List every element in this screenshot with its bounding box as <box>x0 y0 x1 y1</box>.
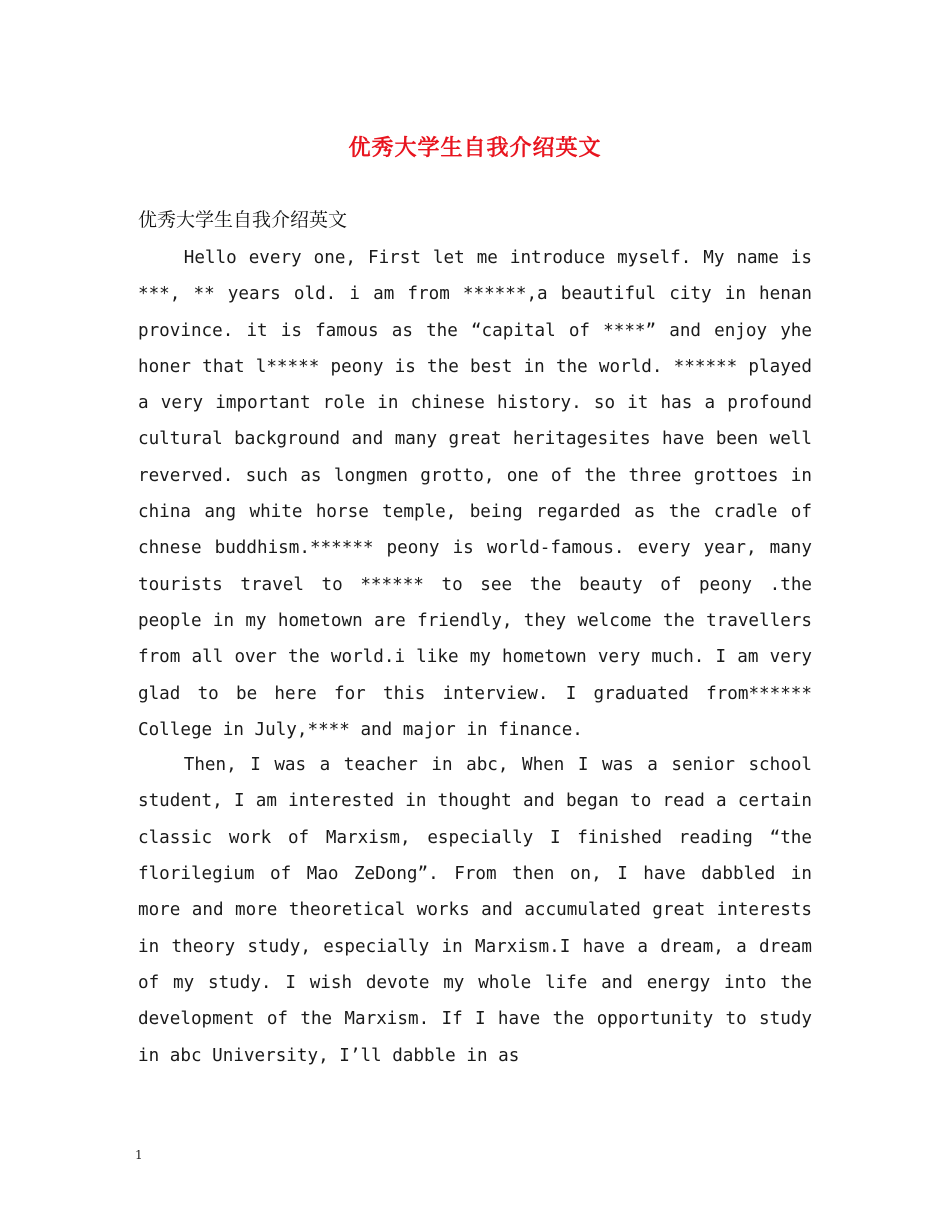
paragraph-study-interest: Then, I was a teacher in abc, When I was a senior school student, I am interested in thought and began to read a certain classic work of Marxism, especially I finished reading “the florilegium of Mao ZeDong”. From then on, I have dabbled in more and more theoretical works and accumulated great interests in theory study, especially in Marxism.I have a dream, a dream of my study. I wish devote my whole life and energy into the development of the Marxism. If I have the opportunity to study in abc University, I’ll dabble in as <box>138 755 812 1066</box>
document-body <box>138 240 812 1074</box>
paragraph-self-introduction: Hello every one, First let me introduce myself. My name is ***, ** years old. i am from ******,a beautiful city in henan province. it is famous as the “capital of ****” and enjoy yhe honer that l***** peony is the best in the world. ****** played a very important role in chinese history. so it has a profound cultural background and many great heritagesites have been well reverved. such as longmen grotto, one of the three grottoes in china ang white horse temple, being regarded as the cradle of chnese buddhism.****** peony is world-famous. every year, many tourists travel to ****** to see the beauty of peony .the people in my hometown are friendly, they welcome the travellers from all over the world.i like my hometown very much. I am very glad to be here for this interview. I graduated from****** College in July,**** and major in finance. <box>138 248 812 740</box>
document-subheading: 优秀大学生自我介绍英文 <box>138 209 348 231</box>
page-number: 1 <box>135 1148 143 1162</box>
document-title: 优秀大学生自我介绍英文 <box>348 135 602 161</box>
